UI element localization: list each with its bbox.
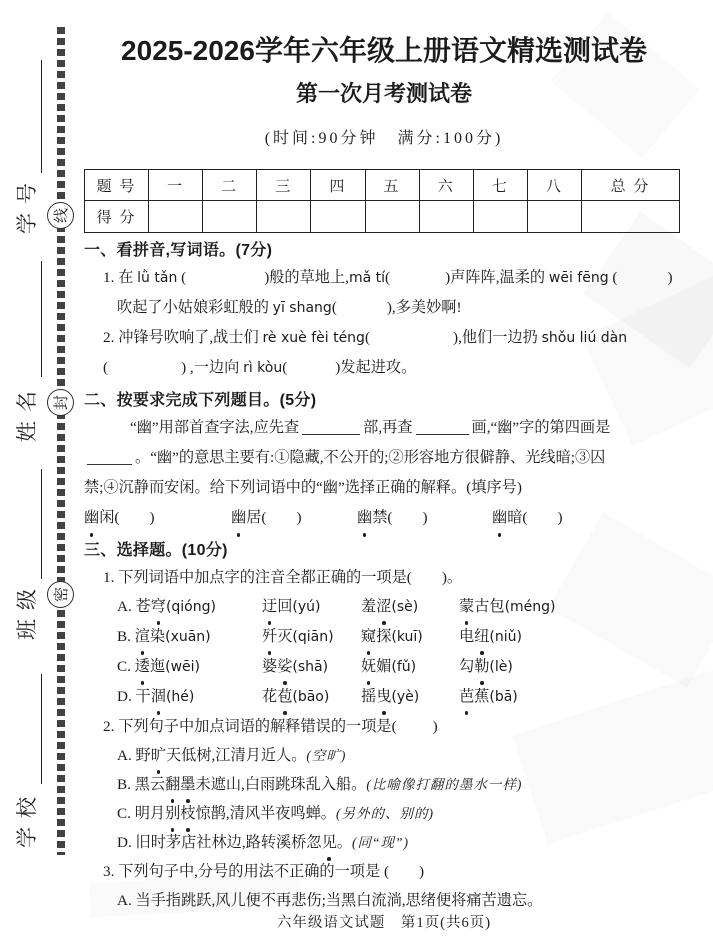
exam-line: [84, 799, 684, 828]
exam-line: [84, 828, 684, 857]
word-item: [231, 503, 357, 533]
cn-text: ) ,一边向: [181, 359, 244, 376]
word-item: [262, 652, 361, 682]
score-header-cell: 五: [365, 170, 419, 201]
word-item: [117, 652, 262, 682]
cn-text: 2. 冲锋号吹响了,战士们: [103, 329, 263, 346]
page-footer: 六年级语文试题 第1页(共6页): [276, 915, 492, 931]
student-info-label-id: 学号: [15, 174, 39, 234]
exam-line: [84, 682, 684, 712]
cn-text: 居(: [246, 509, 267, 526]
cn-text: (: [103, 359, 109, 376]
cn-text: ),多美妙啊!: [386, 299, 462, 316]
word-item: [459, 622, 684, 652]
word-item: [459, 652, 684, 682]
cn-text: D. 干: [117, 688, 151, 705]
score-empty-cell: [419, 201, 473, 233]
cn-text: )般的草地上,: [264, 269, 349, 286]
cn-text: ): [419, 863, 425, 880]
cn-text: “幽”用部首查字法,应先查: [130, 419, 300, 436]
cn-text: 1. 在: [103, 269, 138, 286]
cn-text: C. 明月: [117, 805, 166, 822]
dotted-char: 幽: [492, 503, 507, 533]
pinyin-text: (méng): [504, 599, 556, 615]
word-item: [361, 652, 459, 682]
answer-underline: [416, 421, 469, 435]
exam-sections: [84, 238, 684, 915]
student-info-strip: [4, 44, 48, 858]
section-heading: 二、按要求完成下列题目。(5分): [84, 392, 317, 409]
seal-char: 线: [54, 208, 70, 224]
score-empty-cell: [365, 201, 419, 233]
cn-text: 。: [336, 834, 352, 851]
dotted-char: 芭: [459, 682, 474, 711]
cn-text: 暗(: [507, 509, 528, 526]
cn-text: ): [667, 269, 673, 286]
cn-text: 电: [459, 628, 475, 645]
word-item: [361, 622, 459, 652]
cn-text: (: [364, 329, 371, 346]
cn-text: 羞: [361, 598, 377, 615]
student-info-label-school: 学校: [15, 788, 39, 848]
pinyin-text: mǎ tí: [348, 270, 386, 286]
cn-text: 未遮山,白雨跳珠乱入船。: [195, 776, 367, 793]
cn-text: 媚: [376, 658, 392, 675]
cn-text: 探: [376, 628, 392, 645]
cn-text: 。“幽”的意思主要有:①隐藏,不公开的;②形容地方很僻静、光线暗;③囚: [135, 449, 606, 466]
pinyin-text: (niǔ): [489, 629, 522, 645]
dotted-char: 窥: [361, 622, 376, 651]
word-item: [459, 682, 684, 712]
word-item: [459, 592, 684, 622]
cn-text: 天低树,江清月近人。: [165, 747, 307, 764]
exam-line: [84, 413, 684, 443]
seal-dashed-line: [57, 27, 65, 855]
kai-note: (同“现”): [351, 835, 409, 850]
exam-line: [84, 293, 684, 323]
cn-text: ): [296, 509, 302, 526]
score-header-cell: 二: [203, 170, 257, 201]
score-header-cell: 一: [149, 170, 203, 201]
cn-text: (: [608, 269, 618, 286]
exam-content: [84, 0, 684, 915]
cn-text: D. 旧时茅店社林边,路转溪桥忽: [117, 834, 322, 851]
cn-text: 吹起了小姑娘彩虹般的: [117, 299, 273, 316]
student-info-label-class: 班级: [15, 580, 39, 640]
exam-line: [84, 473, 684, 503]
cn-text: 勾: [459, 658, 475, 675]
exam-line: [84, 652, 684, 682]
exam-line: [84, 857, 684, 886]
dotted-char: 苞: [277, 682, 292, 711]
cn-text: 禁(: [372, 509, 393, 526]
score-empty-cell: [257, 201, 311, 233]
score-header-cell: 总 分: [582, 170, 680, 201]
score-table: [84, 169, 680, 233]
pinyin-text: (hé): [165, 689, 195, 705]
pinyin-text: rì kòu: [243, 360, 283, 376]
student-info-blank: [11, 469, 42, 579]
word-item: [117, 592, 262, 622]
cn-text: C.: [117, 658, 135, 675]
kai-note: (另外的、别的): [335, 806, 434, 821]
cn-text: A. 当手指跳跃,风儿便不再悲伤;当黑白流淌,思绪便将痛苦遗忘。: [117, 892, 543, 909]
student-info-blank: [11, 60, 42, 173]
word-item: [117, 622, 262, 652]
pinyin-text: (bāo): [292, 689, 330, 705]
cn-text: ),他们一边扔: [453, 329, 542, 346]
cn-text: B. 黑云: [117, 776, 166, 793]
pinyin-text: (kuī): [391, 629, 423, 645]
word-item: [492, 503, 684, 533]
dotted-char: 幽: [231, 503, 246, 533]
cn-text: ): [432, 718, 438, 735]
exam-line: [84, 503, 684, 533]
word-item: [84, 503, 231, 533]
cn-text: 花: [262, 688, 278, 705]
score-header-cell: 七: [473, 170, 527, 201]
dotted-char: 幽: [357, 503, 372, 533]
exam-section: [84, 388, 684, 533]
pinyin-text: lǜ tǎn: [137, 270, 178, 286]
pinyin-text: (fǔ): [391, 659, 417, 675]
score-table-header-row: [85, 170, 680, 201]
cn-text: 婆: [262, 658, 278, 675]
cn-text: (: [385, 269, 391, 286]
exam-line: [84, 592, 684, 622]
pinyin-text: (qióng): [165, 599, 216, 615]
pinyin-text: wēi fēng: [548, 270, 609, 286]
exam-time-score-info: (时间:90分钟 满分:100分): [264, 130, 504, 147]
dotted-char: 迂: [262, 592, 277, 621]
exam-section: [84, 238, 684, 383]
pinyin-text: (wēi): [165, 659, 200, 675]
exam-section: [84, 538, 684, 915]
answer-underline: [302, 421, 360, 435]
student-info-blank: [11, 674, 42, 784]
seal-char-circle: [47, 581, 74, 608]
word-item: [262, 592, 361, 622]
cn-text: ): [557, 509, 563, 526]
exam-line: [84, 323, 684, 353]
exam-line: [84, 622, 684, 652]
cn-text: 古包: [474, 598, 505, 615]
kai-note: (比喻像打翻的墨水一样): [366, 777, 523, 792]
cn-text: 蕉: [474, 688, 490, 705]
word-item: [262, 622, 361, 652]
cn-text: )发起进攻。: [335, 359, 417, 376]
cn-text: 惊鹊,清风半夜鸣蝉。: [195, 805, 336, 822]
pinyin-text: (sè): [391, 599, 419, 615]
exam-title: 2025-2026学年六年级上册语文精选测试卷: [121, 35, 647, 66]
dotted-char: 歼: [262, 622, 277, 651]
cn-text: 1. 下列词语中加点字的注音全都正确的一项是(: [103, 569, 412, 586]
dotted-char: 勒: [474, 652, 489, 681]
cn-text: 画,“幽”字的第四画是: [471, 419, 611, 436]
kai-note: (空旷): [306, 748, 347, 763]
cn-text: 2. 下列句子中加点词语的解释错误的一项是(: [103, 718, 397, 735]
cn-text: )。: [441, 569, 463, 586]
pinyin-text: shǒu liú dàn: [541, 330, 628, 346]
dotted-char: 见: [322, 828, 337, 857]
score-empty-cell: [527, 201, 581, 233]
pinyin-text: (shā): [292, 659, 329, 675]
word-item: [357, 503, 492, 533]
dotted-char: 娑: [277, 652, 292, 681]
dotted-char: 枝: [180, 799, 195, 828]
cn-text: )声阵阵,温柔的: [445, 269, 549, 286]
student-info-blank: [11, 261, 42, 377]
section-heading: 三、选择题。(10分): [84, 542, 228, 559]
seal-char-circle: [47, 202, 74, 229]
score-header-cell: 四: [311, 170, 365, 201]
exam-line: [84, 443, 684, 473]
cn-text: 闲(: [99, 509, 120, 526]
section-heading: 一、看拼音,写词语。(7分): [84, 242, 273, 259]
dotted-char: 纽: [474, 622, 489, 651]
cn-text: A. 苍: [117, 598, 151, 615]
pinyin-text: (yú): [292, 599, 321, 615]
dotted-char: 蒙: [459, 592, 474, 621]
exam-line: [84, 741, 684, 770]
pinyin-text: (bā): [489, 689, 518, 705]
exam-line: [84, 563, 684, 592]
pinyin-text: (lè): [489, 659, 513, 675]
cn-text: (: [331, 299, 337, 316]
cn-text: 回: [277, 598, 293, 615]
exam-subtitle: 第一次月考测试卷: [295, 81, 472, 106]
exam-line: [84, 770, 684, 799]
score-table-score-row: [85, 201, 680, 233]
score-header-cell: 六: [419, 170, 473, 201]
dotted-char: 妩: [361, 652, 376, 681]
dotted-char: 穹: [151, 592, 166, 621]
score-row-label: 得 分: [85, 201, 149, 233]
pinyin-text: rè xuè fèi téng: [262, 330, 365, 346]
cn-text: ): [149, 509, 155, 526]
word-item: [117, 682, 262, 712]
score-empty-cell: [582, 201, 680, 233]
seal-char: 密: [54, 587, 70, 603]
dotted-char: 曳: [376, 682, 391, 711]
score-header-cell: 三: [257, 170, 311, 201]
dotted-char: 涸: [151, 682, 166, 711]
exam-line: [84, 712, 684, 741]
pinyin-text: (xuān): [165, 629, 211, 645]
cn-text: 灭: [277, 628, 293, 645]
cn-text: 禁;④沉静而安闲。给下列词语中的“幽”选择正确的解释。(填序号): [84, 479, 522, 496]
pinyin-text: (qiān): [292, 629, 334, 645]
seal-char-circle: [47, 389, 74, 416]
cn-text: 迤: [149, 658, 166, 675]
word-item: [361, 682, 459, 712]
cn-text: (: [177, 269, 187, 286]
cn-text: ): [422, 509, 428, 526]
cn-text: 部,再查: [363, 419, 413, 436]
score-header-cell: 八: [527, 170, 581, 201]
dotted-char: 渲: [135, 622, 150, 651]
dotted-char: 墨: [180, 770, 195, 799]
student-info-label-name: 姓名: [15, 382, 39, 442]
pinyin-text: yī shang: [272, 300, 332, 316]
score-empty-cell: [149, 201, 203, 233]
dotted-char: 翻: [165, 770, 180, 799]
score-empty-cell: [203, 201, 257, 233]
dotted-char: 旷: [151, 741, 166, 770]
cn-text: B.: [117, 628, 135, 645]
exam-line: [84, 263, 684, 293]
cn-text: 3. 下列句子中,分号的用法不正确的一项是 (: [103, 863, 390, 880]
dotted-char: 涩: [376, 592, 391, 621]
exam-line: [84, 353, 684, 383]
word-item: [361, 592, 459, 622]
word-item: [262, 682, 361, 712]
seal-char: 封: [54, 395, 70, 411]
pinyin-text: (yè): [391, 689, 420, 705]
dotted-char: 逶: [135, 652, 150, 681]
dotted-char: 别: [165, 799, 180, 828]
score-empty-cell: [473, 201, 527, 233]
answer-underline: [87, 451, 132, 465]
cn-text: 摇: [361, 688, 377, 705]
cn-text: 染: [149, 628, 166, 645]
score-empty-cell: [311, 201, 365, 233]
cn-text: A. 野: [117, 747, 151, 764]
cn-text: (: [282, 359, 288, 376]
exam-line: [84, 886, 684, 915]
score-header-cell: 题 号: [85, 170, 149, 201]
dotted-char: 幽: [84, 503, 99, 533]
